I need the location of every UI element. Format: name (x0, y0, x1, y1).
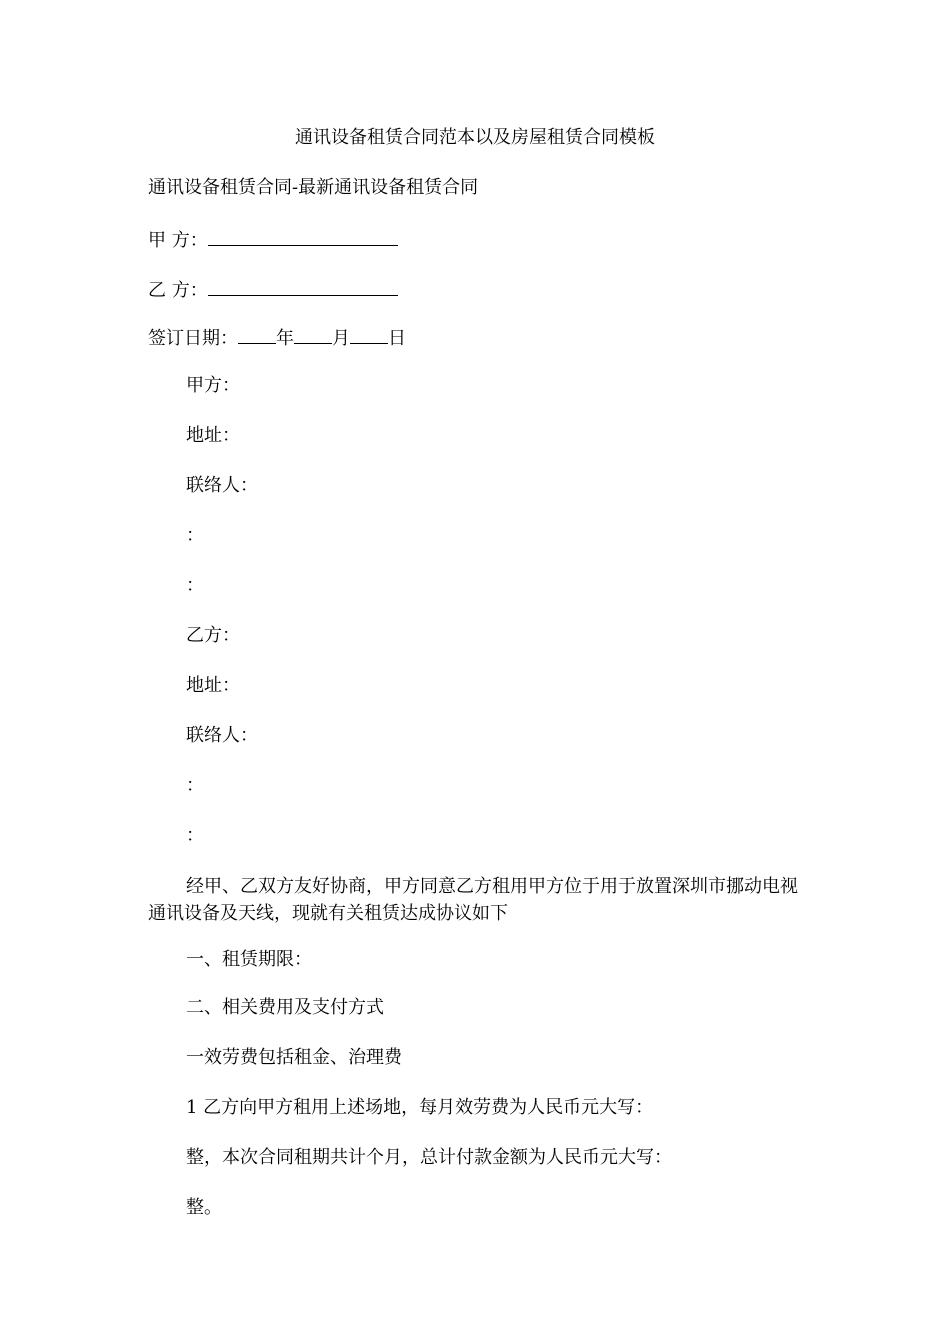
clause-2: 整，本次合同租期共计个月，总计付款金额为人民币元大写： (186, 1147, 672, 1168)
party-a-address: 地址： (186, 425, 240, 446)
party-b-label: 乙 方： (148, 280, 208, 301)
clause-fee: 一效劳费包括租金、治理费 (186, 1047, 402, 1068)
party-b-field-1: ： (186, 775, 204, 796)
party-b-line (148, 278, 398, 301)
month-label: 月 (332, 328, 350, 349)
party-b-blank (208, 278, 398, 296)
party-b-contact: 联络人： (186, 725, 258, 746)
party-b-field-2: ： (186, 825, 204, 846)
clause-1: 1 乙方向甲方租用上述场地，每月效劳费为人民币元大写： (186, 1097, 654, 1118)
party-a-field-1: ： (186, 525, 204, 546)
party-b-name: 乙方： (186, 625, 240, 646)
sign-date-line (148, 326, 406, 349)
section-2-heading: 二、相关费用及支付方式 (186, 997, 384, 1018)
sign-date-label: 签订日期： (148, 328, 238, 349)
party-a-contact: 联络人： (186, 475, 258, 496)
party-a-label: 甲 方： (148, 230, 208, 251)
document-title: 通讯设备租赁合同范本以及房屋租赁合同模板 (295, 127, 655, 148)
section-1-heading: 一、租赁期限： (186, 949, 312, 970)
intro-paragraph: 经甲、乙双方友好协商，甲方同意乙方租用甲方位于用于放置深圳市挪动电视通讯设备及天线，现就有关租赁达成协议如下 (148, 876, 798, 924)
party-a-blank (208, 228, 398, 246)
party-a-field-2: ： (186, 575, 204, 596)
party-a-line (148, 228, 398, 251)
clause-3: 整。 (186, 1197, 222, 1218)
day-label: 日 (388, 328, 406, 349)
year-label: 年 (276, 328, 294, 349)
month-blank (294, 326, 332, 344)
document-subtitle: 通讯设备租赁合同-最新通讯设备租赁合同 (148, 177, 479, 198)
party-a-name: 甲方： (186, 375, 240, 396)
party-b-address: 地址： (186, 675, 240, 696)
year-blank (238, 326, 276, 344)
day-blank (350, 326, 388, 344)
